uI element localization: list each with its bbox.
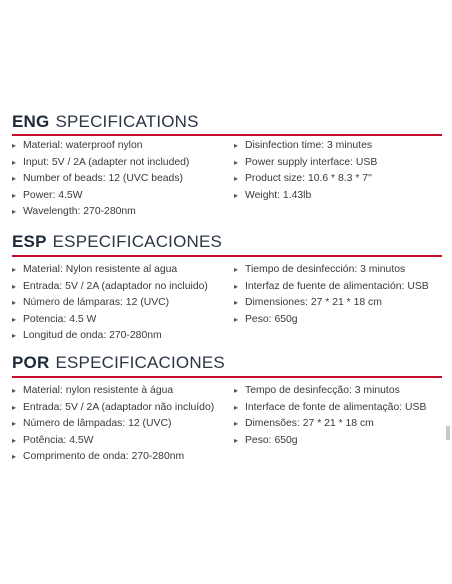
bullet-icon: ▸ xyxy=(12,281,17,291)
eng-spec-list-left xyxy=(12,138,189,221)
spec-item: ▸ Número de lámparas: 12 (UVC) xyxy=(12,295,208,312)
bullet-icon: ▸ xyxy=(12,190,17,200)
spec-item: ▸ Longitud de onda: 270-280nm xyxy=(12,328,208,345)
spec-item: ▸ Interfaz de fuente de alimentación: USB xyxy=(234,279,429,296)
spec-item: ▸ Dimensiones: 27 * 21 * 18 cm xyxy=(234,295,429,312)
esp-spec-list-left xyxy=(12,262,208,345)
esp-spec-list-right xyxy=(234,262,429,328)
bullet-icon: ▸ xyxy=(12,174,17,183)
por-divider xyxy=(12,376,442,378)
bullet-icon: ▸ xyxy=(12,314,17,324)
spec-item: ▸ Tiempo de desinfección: 3 minutos xyxy=(234,262,429,279)
spec-item: ▸ Power: 4.5W xyxy=(12,188,189,205)
spec-item: ▸ Tempo de desinfecção: 3 minutos xyxy=(234,383,426,400)
bullet-icon: ▸ xyxy=(12,265,17,274)
spec-item: ▸ Comprimento de onda: 270-280nm xyxy=(12,449,214,466)
bullet-icon: ▸ xyxy=(12,435,17,445)
spec-item: ▸ Entrada: 5V / 2A (adaptador não incluído) xyxy=(12,400,214,417)
esp-section-heading xyxy=(12,228,442,252)
eng-section-heading xyxy=(12,108,442,132)
por-section xyxy=(12,349,442,462)
spec-item: ▸ Product size: 10.6 * 8.3 * 7'' xyxy=(234,171,377,188)
spec-item: ▸ Material: waterproof nylon xyxy=(12,138,189,155)
por-spec-list-right xyxy=(234,383,426,449)
spec-item: ▸ Input: 5V / 2A (adapter not included) xyxy=(12,155,189,172)
spec-item: ▸ Número de lâmpadas: 12 (UVC) xyxy=(12,416,214,433)
spec-item: ▸ Disinfection time: 3 minutes xyxy=(234,138,377,155)
bullet-icon: ▸ xyxy=(234,386,239,395)
bullet-icon: ▸ xyxy=(234,314,239,324)
bullet-icon: ▸ xyxy=(234,265,239,274)
spec-item: ▸ Dimensões: 27 * 21 * 18 cm xyxy=(234,416,426,433)
bullet-icon: ▸ xyxy=(234,298,239,307)
bullet-icon: ▸ xyxy=(234,174,239,183)
bullet-icon: ▸ xyxy=(12,386,17,395)
spec-item: ▸ Number of beads: 12 (UVC beads) xyxy=(12,171,189,188)
bullet-icon: ▸ xyxy=(234,281,239,291)
por-section-title: ESPECIFICACIONES xyxy=(55,353,225,372)
spec-item: ▸ Peso: 650g xyxy=(234,312,429,329)
spec-item: ▸ Entrada: 5V / 2A (adaptador no incluido) xyxy=(12,279,208,296)
bullet-icon: ▸ xyxy=(12,141,17,150)
spec-item: ▸ Material: Nylon resistente al agua xyxy=(12,262,208,279)
bullet-icon: ▸ xyxy=(12,331,17,340)
eng-section xyxy=(12,108,442,217)
spec-item: ▸ Potência: 4.5W xyxy=(12,433,214,450)
spec-item: ▸ Interface de fonte de alimentação: USB xyxy=(234,400,426,417)
bullet-icon: ▸ xyxy=(234,435,239,445)
bullet-icon: ▸ xyxy=(12,419,17,428)
spec-item: ▸ Potencia: 4.5 W xyxy=(12,312,208,329)
bullet-icon: ▸ xyxy=(12,157,17,167)
bullet-icon: ▸ xyxy=(234,402,239,412)
spec-item: ▸ Peso: 650g xyxy=(234,433,426,450)
eng-spec-list-right xyxy=(234,138,377,204)
esp-divider xyxy=(12,255,442,257)
bullet-icon: ▸ xyxy=(234,190,239,200)
bullet-icon: ▸ xyxy=(12,298,17,307)
eng-language-code: ENG xyxy=(12,112,50,131)
eng-divider xyxy=(12,134,442,136)
bullet-icon: ▸ xyxy=(12,207,17,216)
por-language-code: POR xyxy=(12,353,50,372)
scrollbar-thumb[interactable] xyxy=(446,426,450,440)
bullet-icon: ▸ xyxy=(234,419,239,428)
spec-item: ▸ Power supply interface: USB xyxy=(234,155,377,172)
bullet-icon: ▸ xyxy=(12,402,17,412)
por-section-heading xyxy=(12,349,442,373)
eng-section-title: SPECIFICATIONS xyxy=(55,112,199,131)
esp-language-code: ESP xyxy=(12,232,47,251)
bullet-icon: ▸ xyxy=(234,157,239,167)
bullet-icon: ▸ xyxy=(234,141,239,150)
esp-section xyxy=(12,228,442,341)
esp-section-title: ESPECIFICACIONES xyxy=(52,232,223,251)
bullet-icon: ▸ xyxy=(12,452,17,461)
spec-item: ▸ Weight: 1.43lb xyxy=(234,188,377,205)
spec-item: ▸ Wavelength: 270-280nm xyxy=(12,204,189,221)
por-spec-list-left xyxy=(12,383,214,466)
spec-item: ▸ Material: nylon resistente à água xyxy=(12,383,214,400)
